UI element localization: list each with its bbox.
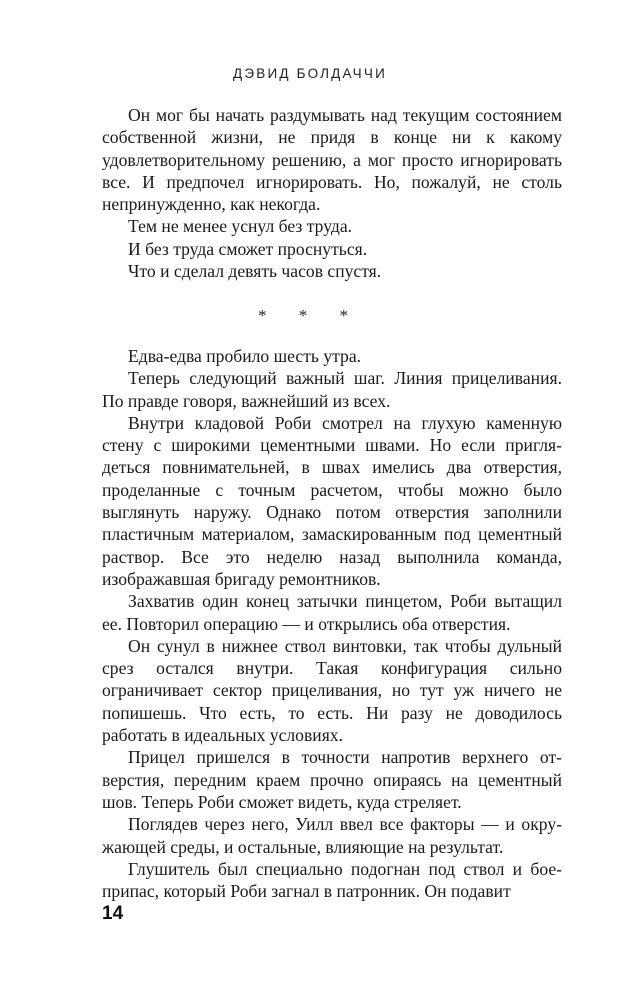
- paragraph: Глушитель был специально подогнан под ствол и боеприпас, который Роби загнал в патронник. Он подавит: [102, 858, 562, 902]
- paragraph: И без труда сможет проснуться.: [128, 238, 368, 259]
- text-section-one: [102, 104, 562, 282]
- paragraph: Внутри кладовой Роби смотрел на глухую каменную стену с широкими цементными швами. Но если приглядеться повнимательней, в швах имелись два отверстия, проделанные с точным расчетом, чтобы можно было выглянуть наружу. Однако потом отверстия заполнили пластичным материалом, замаскированным под цементный раствор. Все это неделю назад выполнила команда, изображавшая бригаду ремонтников.: [102, 412, 562, 589]
- paragraph: Едва-едва пробило шесть утра.: [128, 346, 362, 366]
- text-section-two: [102, 345, 562, 902]
- paragraph: Поглядев через него, Уилл ввел все факторы — и окружающей среды, и остальные, влияющие на результат.: [102, 814, 562, 857]
- paragraph: Захватив один конец затычки пинцетом, Роби вытащил ее. Повторил операцию — и открылись оба отверстия.: [102, 591, 562, 634]
- paragraph: Прицел пришелся в точности напротив верхнего отверстия, передним краем прочно опираясь на цементный шов. Теперь Роби сможет видеть, куда стреляет.: [102, 747, 562, 812]
- page-number: 14: [102, 903, 124, 924]
- section-break-asterisks: * * *: [258, 306, 362, 325]
- paragraph: Тем не менее уснул без труда.: [128, 216, 353, 237]
- paragraph: Что и сделал девять часов спустя.: [128, 261, 382, 282]
- paragraph: Он сунул в нижнее ствол винтовки, так чтобы дульный срез остался внутри. Такая конфигурация сильно ограничивает сектор прицеливания, но тут уж ничего не попишешь. Что есть, то есть. Ни разу не доводилось работать в идеальных условиях.: [102, 635, 562, 746]
- paragraph: Теперь следующий важный шаг. Линия прицеливания. По правде говоря, важнейший из всех.: [102, 368, 562, 411]
- paragraph: Он мог бы начать раздумывать над текущим состоянием собственной жизни, не придя в конце ни к какому удовлетворительному решению, а мог просто игнорировать все. И предпочел игнорировать. Но, пожалуй, не столь непринужденно, как некогда.: [102, 105, 562, 215]
- running-header: ДЭВИД БОЛДАЧЧИ: [233, 66, 387, 81]
